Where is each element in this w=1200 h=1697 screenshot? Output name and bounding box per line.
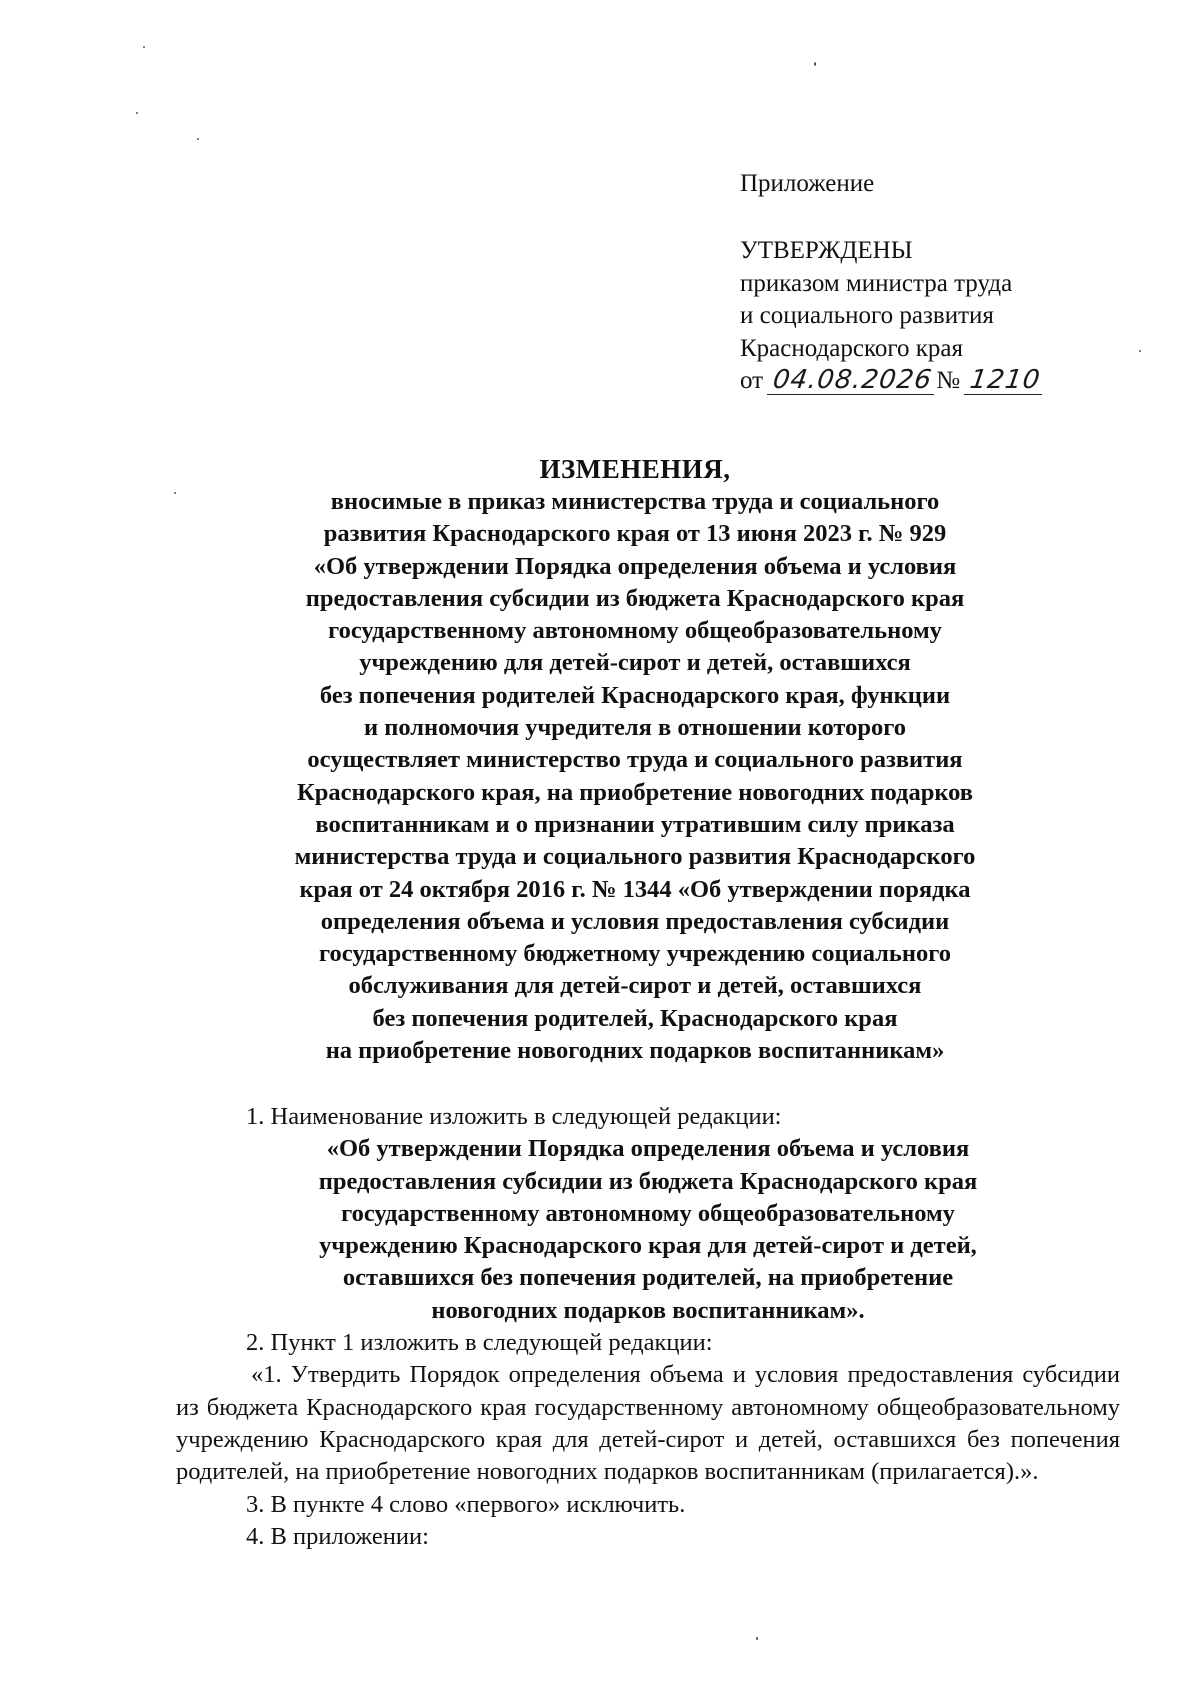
- title-line: учреждению для детей-сирот и детей, оставшихся: [359, 649, 911, 677]
- handwritten-number: 1210: [964, 366, 1046, 395]
- title-line: и полномочия учредителя в отношении которого: [363, 714, 907, 742]
- approval-line: УТВЕРЖДЕНЫ: [740, 237, 913, 264]
- scan-speck: [814, 62, 816, 66]
- scan-speck: [143, 46, 145, 48]
- title-line: предоставления субсидии из бюджета Краснодарского края: [305, 584, 965, 612]
- quote-line: новогодних подарков воспитанникам».: [431, 1296, 865, 1324]
- scan-speck: [197, 138, 199, 140]
- approval-line: приказом министра труда: [740, 269, 1013, 297]
- scan-speck: [136, 112, 138, 114]
- number-sign: №: [936, 367, 961, 394]
- title-line: воспитанникам и о признании утратившим силу приказа: [315, 810, 955, 838]
- title-line: без попечения родителей, Краснодарского края: [372, 1004, 898, 1032]
- document-title: [200, 452, 1070, 1067]
- quote-line: государственному автономному общеобразовательному: [341, 1199, 955, 1227]
- title-line: развития Краснодарского края от 13 июня 2023 г. № 929: [323, 520, 947, 548]
- scan-speck: [756, 1637, 758, 1640]
- title-line: вносимые в приказ министерства труда и социального: [330, 488, 940, 515]
- scan-speck: [1139, 350, 1141, 352]
- quote-line: предоставления субсидии из бюджета Краснодарского края: [318, 1167, 978, 1195]
- approval-date-row: [740, 365, 1045, 398]
- item-2: 2. Пункт 1 изложить в следующей редакции:: [246, 1329, 713, 1357]
- quote-line: оставшихся без попечения родителей, на приобретение: [342, 1264, 954, 1292]
- title-line: Краснодарского края, на приобретение новогодних подарков: [297, 778, 973, 806]
- title-line: «Об утверждении Порядка определения объема и условия: [313, 552, 957, 580]
- title-line: государственному бюджетному учреждению социального: [319, 940, 951, 968]
- item-3: 3. В пункте 4 слово «первого» исключить.: [246, 1490, 686, 1518]
- title-line: обслуживания для детей-сирот и детей, оставшихся: [348, 972, 922, 1000]
- title-line: на приобретение новогодних подарков воспитанникам»: [325, 1037, 945, 1065]
- appendix-label: Приложение: [740, 170, 875, 197]
- scan-speck: [174, 492, 176, 494]
- approval-block: [740, 235, 1045, 398]
- approval-line: Краснодарского края: [740, 334, 963, 362]
- item-4: 4. В приложении:: [246, 1522, 429, 1550]
- document-body: [176, 1101, 1120, 1553]
- item-2-quote: «1. Утвердить Порядок определения объема и условия предоставления субсидии из бюджета Краснодарского края государственному автономному общеобразовательному учреждению Краснодарского края для детей-сирот и детей, оставшихся без попечения родителей, на приобретение новогодних подарков воспитанникам (прилагается).».: [176, 1361, 1120, 1486]
- quote-line: «Об утверждении Порядка определения объема и условия: [326, 1135, 970, 1163]
- title-line: государственному автономному общеобразовательному: [328, 617, 942, 645]
- item-1: 1. Наименование изложить в следующей редакции:: [246, 1103, 782, 1130]
- title-line: без попечения родителей Краснодарского края, функции: [319, 681, 951, 709]
- quote-line: учреждению Краснодарского края для детей-сирот и детей,: [319, 1232, 977, 1260]
- approval-line: и социального развития: [740, 302, 994, 329]
- handwritten-date: 04.08.2026: [767, 366, 938, 395]
- title-line: края от 24 октября 2016 г. № 1344 «Об утверждении порядка: [299, 875, 971, 903]
- title-line: определения объема и условия предоставления субсидии: [320, 907, 950, 935]
- title-line: министерства труда и социального развития Краснодарского: [294, 843, 976, 871]
- date-prefix: от: [740, 367, 764, 394]
- item-1-quote: [176, 1133, 1120, 1327]
- title-line: осуществляет министерство труда и социального развития: [307, 746, 963, 774]
- title-heading: ИЗМЕНЕНИЯ,: [539, 454, 731, 484]
